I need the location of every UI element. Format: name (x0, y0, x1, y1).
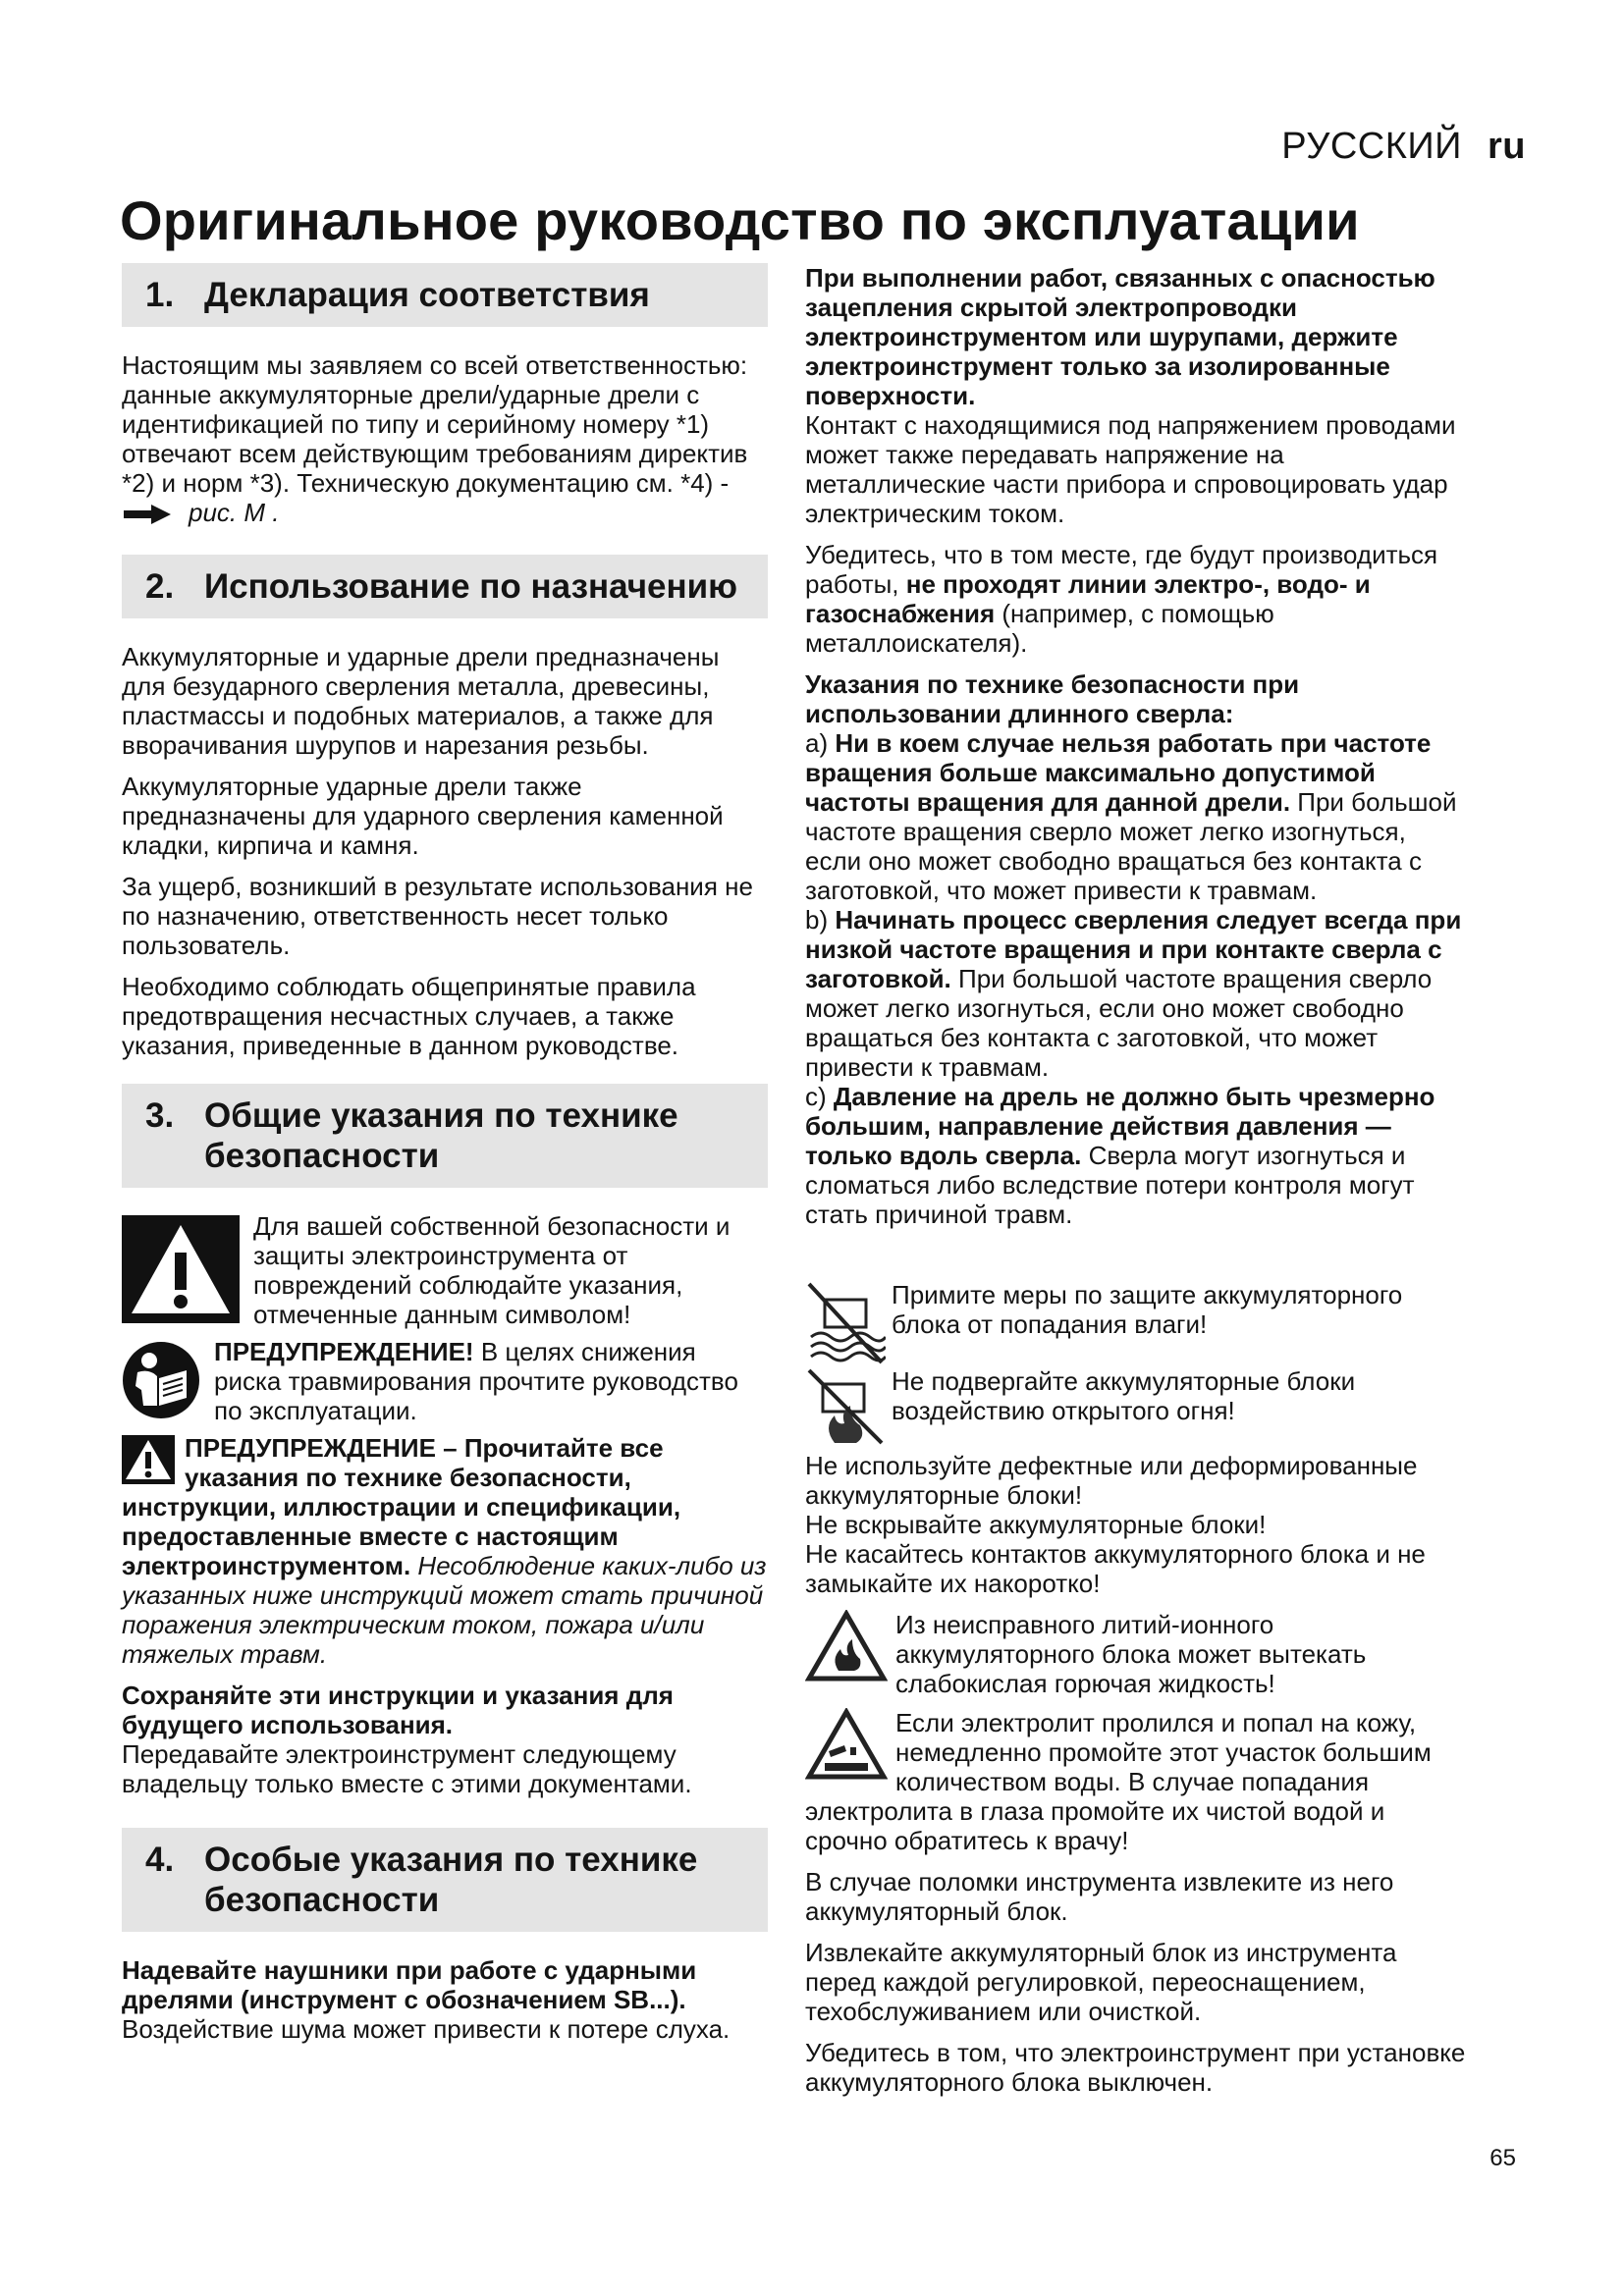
item-label: a) (805, 728, 836, 758)
switched-off-note: Убедитесь в том, что электроинструмент при установке аккумуляторного блока выключен. (805, 2038, 1466, 2097)
breakage-note: В случае поломки инструмента извлеките из него аккумуляторный блок. (805, 1867, 1394, 1926)
section-title: Общие указания по технике безопасности (204, 1096, 678, 1175)
warning-triangle-small-icon (122, 1435, 175, 1484)
warning-text: В целях снижения риска травмирования прочтите руководство по эксплуатации. (214, 1337, 738, 1425)
right-column (805, 263, 1469, 2109)
section-4-heading (122, 1828, 768, 1932)
hidden-wiring-warning (805, 263, 1469, 528)
general-warning-italic: Несоблюдение каких-либо из указанных ниже инструкций может стать причиной поражения электрическим током, пожара и/или тяжелых травм. (122, 1551, 767, 1669)
language-header (1281, 126, 1526, 168)
moisture-note (805, 1280, 1469, 1366)
left-column (122, 263, 768, 2056)
ear-protection-bold: Надевайте наушники при работе с ударными дрелями (инструмент с обозначением SB...). (122, 1955, 697, 2014)
section-title: Особые указания по технике безопасности (204, 1841, 698, 1919)
keep-instructions (122, 1681, 768, 1798)
read-manual-icon (122, 1341, 200, 1419)
arrow-right-icon (122, 504, 173, 525)
leak-text: Из неисправного литий-ионного аккумуляторного блока может вытекать слабокислая горючая жидкость! (895, 1610, 1367, 1698)
contacts-note: Не касайтесь контактов аккумуляторного блока и не замыкайте их накоротко! (805, 1539, 1426, 1598)
section-number: 2. (145, 567, 175, 606)
read-manual-warning (122, 1337, 768, 1425)
ear-protection-text: Воздействие шума может привести к потере слуха. (122, 2014, 731, 2044)
warning-label: ПРЕДУПРЕЖДЕНИЕ! (214, 1337, 474, 1366)
intended-use-paragraph: Необходимо соблюдать общепринятые правила предотвращения несчастных случаев, а также указания, приведенные в данном руководстве. (122, 972, 696, 1060)
language-code: ru (1488, 126, 1526, 167)
utility-lines-note (805, 540, 1469, 658)
long-drill-item-a (805, 728, 1469, 905)
electrolyte-note (805, 1708, 1469, 1855)
remove-battery-note: Извлекайте аккумуляторный блок из инструмента перед каждой регулировкой, переоснащением, техобслуживанием или очисткой. (805, 1938, 1397, 2026)
hidden-wiring-bold: При выполнении работ, связанных с опасностью зацепления скрытой электропроводки электроинструментом или шурупами, держите электроинструмент только за изолированные поверхности. (805, 263, 1435, 410)
item-bold: Давление на дрель не должно быть чрезмерно большим, направление действия давления — только вдоль сверла. (805, 1082, 1435, 1170)
item-bold: Начинать процесс сверления следует всегда при низкой частоте вращения и при контакте сверла с заготовкой. (805, 905, 1462, 993)
corrosive-warning-icon (805, 1708, 888, 1781)
section-number: 4. (145, 1841, 175, 1879)
leak-note (805, 1610, 1469, 1698)
ear-protection (122, 1955, 768, 2044)
no-water-battery-icon (805, 1280, 886, 1366)
moisture-text: Примите меры по защите аккумуляторного блока от попадания влаги! (892, 1280, 1403, 1339)
item-bold: Ни в коем случае нельзя работать при частоте вращения больше максимально допустимой частоты вращения для данной дрели. (805, 728, 1432, 817)
page-number: 65 (1489, 2145, 1516, 2171)
keep-instructions-text: Передавайте электроинструмент следующему владельцу только вместе с этими документами. (122, 1739, 692, 1798)
open-note: Не вскрывайте аккумуляторные блоки! (805, 1510, 1267, 1539)
safety-symbol-note (122, 1211, 768, 1329)
utility-lines-post: (например, с помощью металлоискателя). (805, 599, 1274, 658)
utility-lines-bold: не проходят линии электро-, водо- и газоснабжения (805, 569, 1371, 628)
item-text: Сверла могут изогнуться и сломаться либо вследствие потери контроля могут стать причиной травм. (805, 1141, 1415, 1229)
general-warning-bold: ПРЕДУПРЕЖДЕНИЕ – Прочитайте все указания по технике безопасности, инструкции, иллюстрации и спецификации, предоставленные вместе с настоящим электроинструментом. (122, 1433, 681, 1580)
figure-reference: рис. M . (189, 498, 280, 527)
electrolyte-text: Если электролит пролился и попал на кожу, немедленно промойте этот участок большим количеством воды. В случае попадания электролита в глаза промойте их чистой водой и срочно обратитесь к врачу! (805, 1708, 1432, 1855)
item-label: c) (805, 1082, 834, 1111)
intended-use-paragraph: Аккумуляторные и ударные дрели предназначены для безударного сверления металла, древесины, пластмассы и подобных материалов, а также для вворачивания шурупов и нарезания резьбы. (122, 642, 720, 760)
section-1-heading (122, 263, 768, 327)
section-number: 1. (145, 276, 175, 314)
long-drill-title: Указания по технике безопасности при использовании длинного сверла: (805, 669, 1300, 728)
section-number: 3. (145, 1096, 175, 1135)
warning-triangle-icon (122, 1215, 240, 1323)
no-fire-battery-icon (805, 1366, 886, 1447)
long-drill-item-c (805, 1082, 1469, 1229)
fire-text: Не подвергайте аккумуляторные блоки воздействию открытого огня! (892, 1366, 1356, 1425)
intended-use-paragraph: За ущерб, возникший в результате использования не по назначению, ответственность несет только пользователь. (122, 872, 753, 960)
item-text: При большой частоте вращения сверло может легко изогнуться, если оно может свободно вращаться без контакта с заготовкой, что может привести к травмам. (805, 787, 1457, 905)
item-label: b) (805, 905, 836, 934)
defective-note: Не используйте дефектные или деформированные аккумуляторные блоки! (805, 1451, 1418, 1510)
section-3-heading (122, 1084, 768, 1188)
section-2-heading (122, 555, 768, 618)
fire-note (805, 1366, 1469, 1447)
utility-lines-pre: Убедитесь, что в том месте, где будут производиться работы, (805, 540, 1438, 599)
declaration-body: Настоящим мы заявляем со всей ответственностью: данные аккумуляторные дрели/ударные дрели с идентификацией по типу и серийному номеру *1) отвечают всем действующим требованиям директив *2) и норм *3). Техническую документацию см. *4) - (122, 350, 748, 498)
safety-symbol-text: Для вашей собственной безопасности и защиты электроинструмента от повреждений соблюдайте указания, отмеченные данным символом! (253, 1211, 731, 1329)
flammable-warning-icon (805, 1610, 888, 1682)
hidden-wiring-text: Контакт с находящимися под напряжением проводами может также передавать напряжение на металлические части прибора и спровоцировать удар электрическим током. (805, 410, 1456, 528)
declaration-text (122, 350, 768, 527)
section-title: Декларация соответствия (204, 276, 650, 314)
long-drill-item-b (805, 905, 1469, 1082)
language-label: РУССКИЙ (1281, 126, 1462, 167)
section-title: Использование по назначению (204, 567, 738, 606)
intended-use-paragraph: Аккумуляторные ударные дрели также предназначены для ударного сверления каменной кладки, кирпича и камня. (122, 772, 724, 860)
keep-instructions-bold: Сохраняйте эти инструкции и указания для будущего использования. (122, 1681, 674, 1739)
page-title: Оригинальное руководство по эксплуатации (120, 189, 1360, 251)
item-text: При большой частоте вращения сверло может легко изогнуться, если оно может свободно вращаться без контакта с заготовкой, что может привести к травмам. (805, 964, 1433, 1082)
general-warning (122, 1433, 768, 1669)
